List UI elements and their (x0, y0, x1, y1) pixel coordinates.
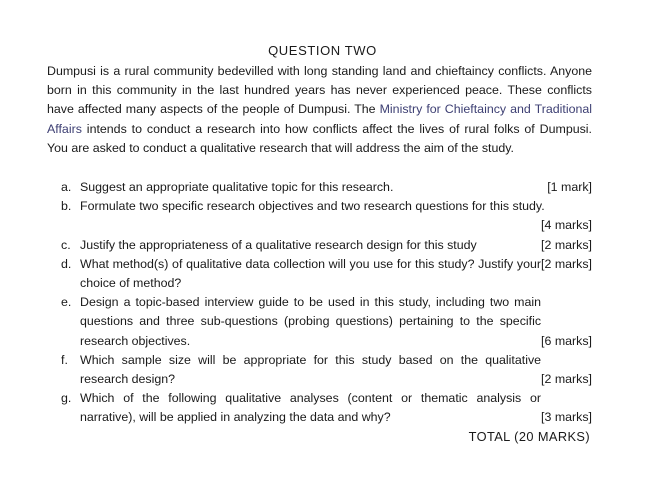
sub-question-text: Suggest an appropriate qualitative topic for this research. (80, 180, 394, 194)
question-intro (47, 62, 592, 158)
sub-question-label: g. (61, 391, 72, 406)
sub-question-label: d. (61, 256, 72, 271)
sub-question-e (61, 293, 592, 351)
sub-question-marks: [3 marks] (541, 410, 592, 425)
sub-question-marks: [2 marks] (541, 237, 592, 252)
question-title: QUESTION TWO (268, 43, 377, 58)
intro-text-end: intends to conduct a research into how conflicts affect the lives of rural folks of Dumpusi. You are asked to conduct a qualitative research that will address the aim of the study. (47, 121, 592, 155)
sub-question-label: f. (61, 352, 68, 367)
sub-question-label: e. (61, 295, 72, 310)
sub-question-text: Justify the appropriateness of a qualitative research design for this study (80, 237, 477, 252)
sub-question-text: What method(s) of qualitative data collection will you use for this study? Justify your choice of method? (80, 256, 542, 291)
sub-question-text: Formulate two specific research objectives and two research questions for this study. (80, 199, 545, 214)
sub-question-text: Design a topic-based interview guide to be used in this study, including two main questions and three sub-questions (probing questions) pertaining to the specific research objectives. (80, 295, 542, 348)
intro-text-start: Dumpusi is a rural community bedevilled with long standing land and chieftaincy conflicts. Anyone born in this community in the last hundred years has never experienced peace. These conflicts have affected many aspects of the people of Dumpusi. The (47, 64, 592, 117)
sub-question-text: Which sample size will be appropriate for this study based on the qualitative research design? (80, 352, 542, 387)
sub-question-marks: [4 marks] (541, 218, 592, 233)
sub-question-f (61, 351, 592, 389)
sub-question-list (61, 178, 592, 428)
sub-question-d (61, 255, 592, 293)
ministry-name: Ministry for Chieftaincy and Traditional Affairs (47, 102, 593, 136)
sub-question-g (61, 389, 592, 427)
sub-question-b (61, 197, 592, 235)
sub-question-marks: [2 marks] (541, 256, 592, 271)
sub-question-text: Which of the following qualitative analyses (content or thematic analysis or narrative), will be applied in analyzing the data and why? (80, 391, 542, 425)
total-marks: TOTAL (20 MARKS) (468, 429, 590, 444)
sub-question-marks: [6 marks] (541, 333, 592, 348)
sub-question-a (61, 178, 592, 197)
sub-question-label: b. (61, 199, 72, 214)
sub-question-label: c. (61, 237, 71, 252)
sub-question-marks: [2 marks] (541, 372, 592, 387)
sub-question-c (61, 236, 592, 255)
sub-question-marks: [1 mark] (547, 180, 592, 194)
sub-question-label: a. (61, 180, 72, 194)
